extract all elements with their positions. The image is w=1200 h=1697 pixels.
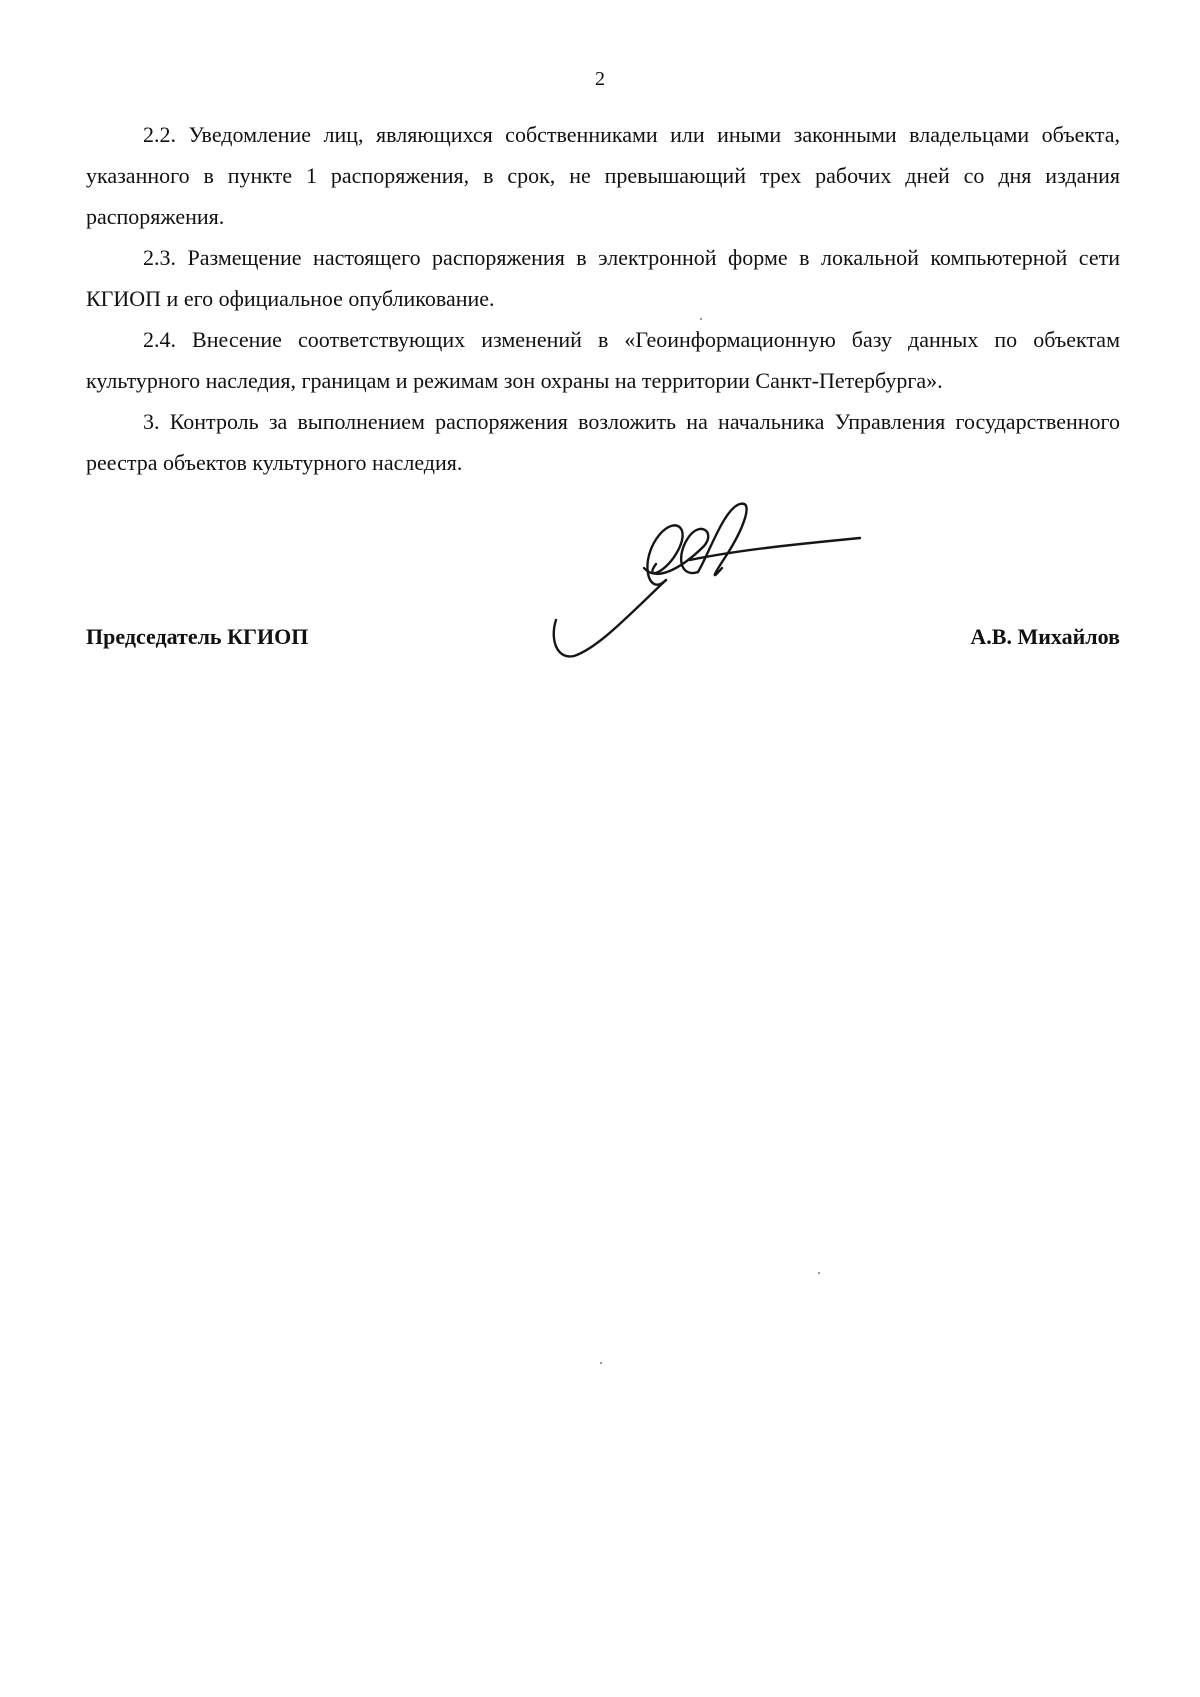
signatory-name: А.В. Михайлов (970, 624, 1120, 649)
scan-speck (700, 318, 702, 320)
signature-block (86, 624, 1120, 660)
page-number: 2 (595, 68, 605, 90)
signatory-title: Председатель КГИОП (86, 624, 309, 649)
scan-speck (818, 1272, 820, 1274)
document-body (86, 114, 1120, 483)
scan-speck (600, 1362, 602, 1364)
paragraph-3: 3. Контроль за выполнением распоряжения возложить на начальника Управления государственного реестра объектов культурного наследия. (86, 409, 1120, 475)
paragraph-2-2: 2.2. Уведомление лиц, являющихся собственниками или иными законными владельцами объекта, указанного в пункте 1 распоряжения, в срок, не превышающий трех рабочих дней со дня издания распоряжения. (86, 122, 1120, 229)
paragraph-2-4: 2.4. Внесение соответствующих изменений в «Геоинформационную базу данных по объектам культурного наследия, границам и режимам зон охраны на территории Санкт-Петербурга». (86, 327, 1120, 393)
paragraph-2-3: 2.3. Размещение настоящего распоряжения в электронной форме в локальной компьютерной сети КГИОП и его официальное опубликование. (86, 245, 1120, 311)
